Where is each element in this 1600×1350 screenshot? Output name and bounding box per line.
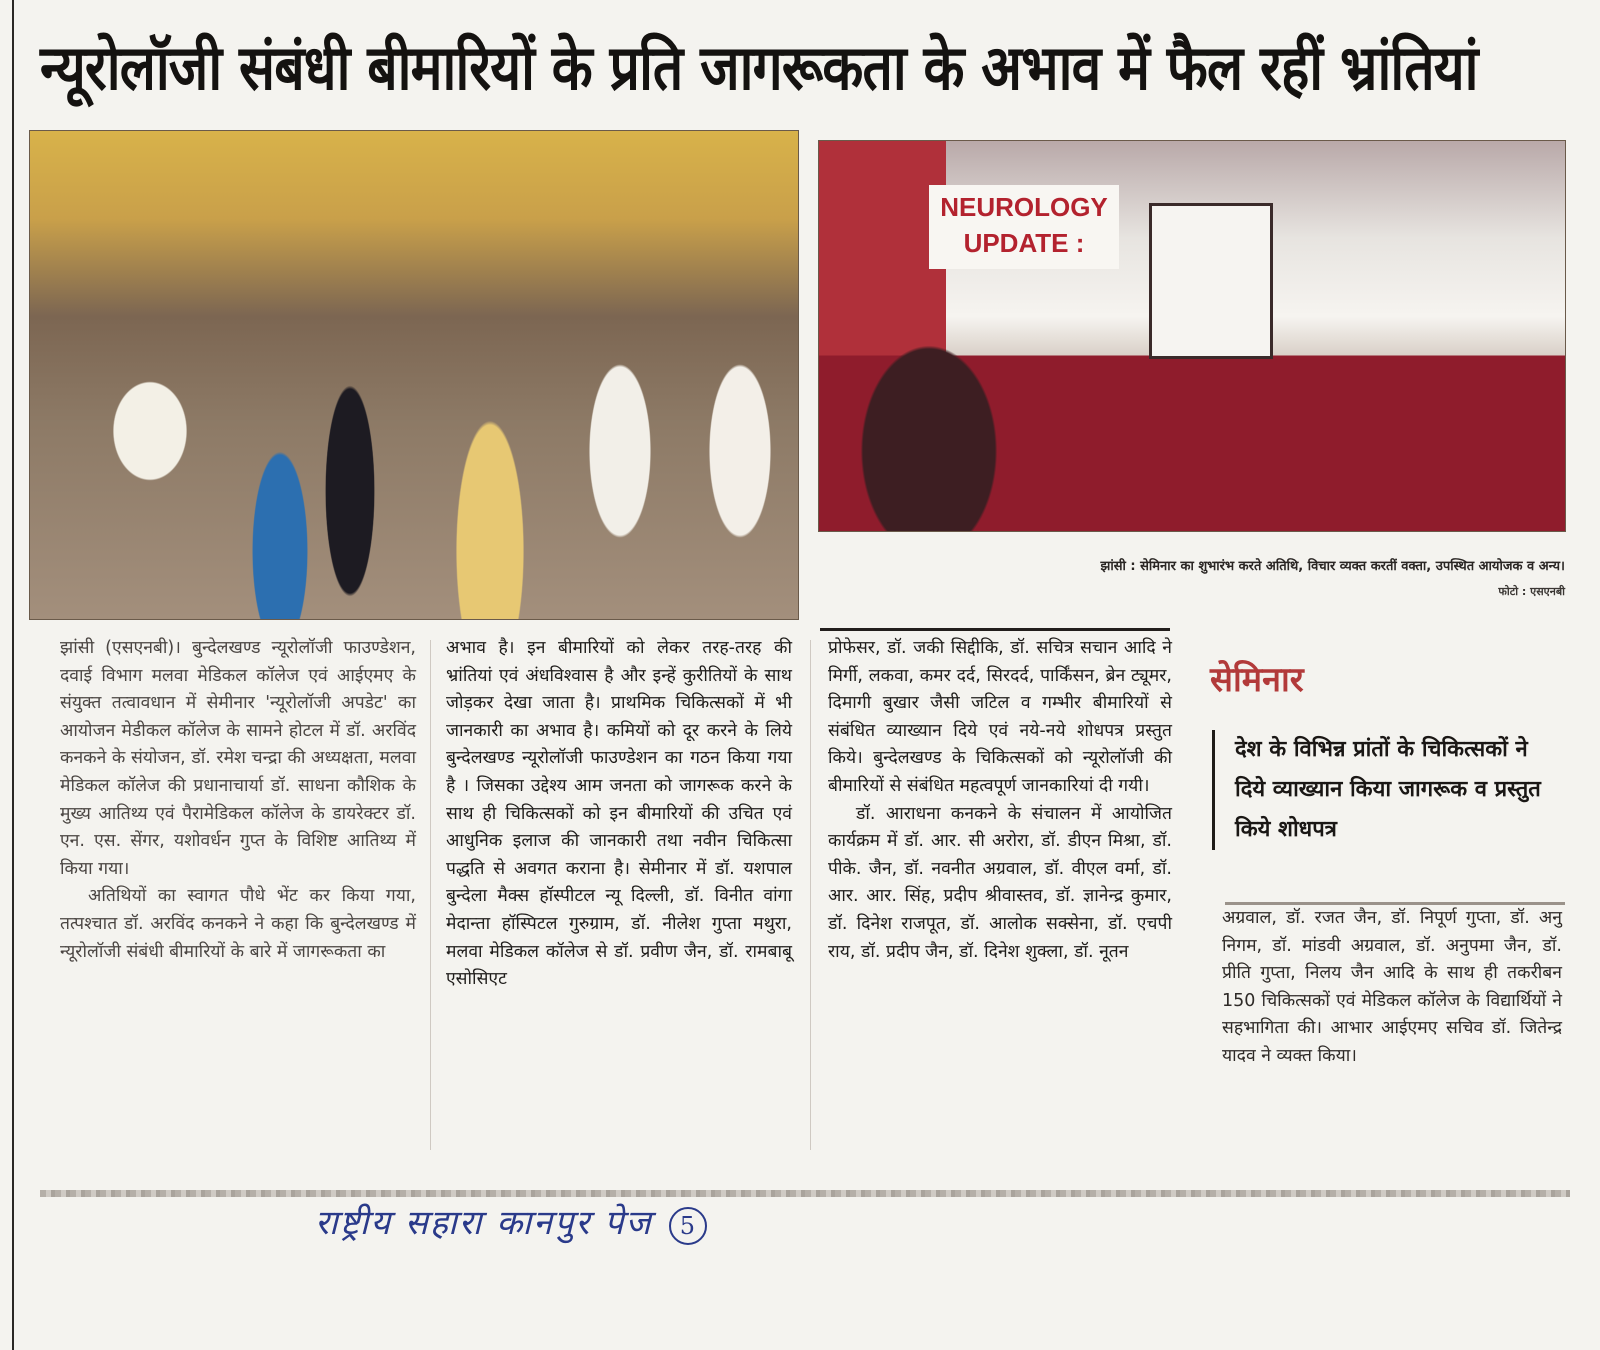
photo-credit: फोटो : एसएनबी — [1498, 585, 1565, 598]
headline: न्यूरोलॉजी संबंधी बीमारियों के प्रति जागरूकता के अभाव में फैल रहीं भ्रांतियां — [40, 31, 1478, 104]
paragraph: अतिथियों का स्वागत पौधे भेंट कर किया गया, तत्पश्चात डॉ. अरविंद कनकने ने कहा कि बुन्देलखण्ड में न्यूरोलॉजी संबंधी बीमारियों के बारे में जागरूकता का — [60, 886, 416, 962]
column-divider — [430, 640, 431, 1150]
neurology-update-banner — [929, 185, 1119, 269]
paragraph: झांसी (एसएनबी)। बुन्देलखण्ड न्यूरोलॉजी फाउण्डेशन, दवाई विभाग मलवा मेडिकल कॉलेज एवं आईएमए के संयुक्त तत्वावधान में सेमीनार 'न्यूरोलॉजी अपडेट' का आयोजन मेडीकल कॉलेज के सामने होटल में डॉ. अरविंद कनकने के संयोजन, डॉ. रमेश चन्द्रा की अध्यक्षता, मलवा मेडिकल कॉलेज की प्रधानाचार्या डॉ. साधना कौशिक के मुख्य आतिथ्य एवं पैरामेडिकल कॉलेज के डायरेक्टर डॉ. एन. एस. सेंगर, यशोवर्धन गुप्त के विशिष्ट आतिथ्य में किया गया। — [60, 638, 416, 879]
article-column-1 — [60, 635, 416, 966]
handwritten-text: राष्ट्रीय सहारा कानपुर पेज — [315, 1203, 653, 1243]
photo-ceremony — [29, 130, 799, 620]
page-bottom-rule — [40, 1190, 1570, 1197]
page-edge — [12, 0, 14, 1350]
article-column-3 — [828, 635, 1172, 966]
sidebar-pullquote: देश के विभिन्न प्रांतों के चिकित्सकों ने दिये व्याख्यान किया जागरूक व प्रस्तुत किये शोधपत्र — [1212, 730, 1565, 850]
sidebar-title: सेमिनार — [1210, 660, 1304, 700]
photo-caption: झांसी : सेमिनार का शुभारंभ करते अतिथि, विचार व्यक्त करतीं वक्ता, उपस्थित आयोजक व अन्य। — [1100, 559, 1565, 574]
banner-line-1: NEUROLOGY — [940, 192, 1108, 222]
circled-page-number: 5 — [669, 1207, 707, 1245]
photo-seminar — [818, 140, 1566, 532]
banner-line-2: UPDATE : — [963, 228, 1085, 258]
paragraph: प्रोफेसर, डॉ. जकी सिद्दीकि, डॉ. सचित्र सचान आदि ने मिर्गी, लकवा, कमर दर्द, सिरदर्द, पार्किंसन, ब्रेन ट्यूमर, दिमागी बुखार जैसी जटिल व गम्भीर बीमारियों से संबंधित व्याख्यान दिये एवं नये-नये शोधपत्र प्रस्तुत किये। बुन्देलखण्ड के चिकित्सकों को न्यूरोलॉजी की बीमारियों से संबंधित महत्वपूर्ण जानकारियां दी गयी। — [828, 638, 1172, 796]
paragraph: अभाव है। इन बीमारियों को लेकर तरह-तरह की भ्रांतियां एवं अंधविश्वास है और इन्हें कुरीतियों के साथ जोड़कर देखा जाता है। प्राथमिक चिकित्सकों में भी जानकारी का अभाव है। कमियों को दूर करने के लिये बुन्देलखण्ड न्यूरोलॉजी फाउण्डेशन का गठन किया गया है । जिसका उद्देश्य आम जनता को जागरूक करने के साथ ही चिकित्सकों को इन बीमारियों की उचित एवं आधुनिक इलाज की जानकारी तथा नवीन चिकित्सा पद्धति से अवगत कराना है। सेमीनार में डॉ. यशपाल बुन्देला मैक्स हॉस्पीटल न्यू दिल्ली, डॉ. विनीत वांगा मेदान्ता हॉस्पिटल गुरुग्राम, डॉ. नीलेश गुप्ता मथुरा, मलवा मेडिकल कॉलेज से डॉ. प्रवीण जैन, डॉ. रामबाबू एसोसिएट — [446, 638, 792, 990]
article-column-4 — [1222, 905, 1562, 1071]
article-column-2 — [446, 635, 792, 994]
column-top-rule — [820, 628, 1170, 631]
handwritten-source-note — [315, 1198, 707, 1245]
paragraph: डॉ. आराधना कनकने के संचालन में आयोजित कार्यक्रम में डॉ. आर. सी अरोरा, डॉ. डीएन मिश्रा, डॉ. पीके. जैन, डॉ. नवनीत अग्रवाल, डॉ. वीएल वर्मा, डॉ. आर. आर. सिंह, प्रदीप श्रीवास्तव, डॉ. ज्ञानेन्द्र कुमार, डॉ. दिनेश राजपूत, डॉ. आलोक सक्सेना, डॉ. एचपी राय, डॉ. प्रदीप जैन, डॉ. दिनेश शुक्ला, डॉ. नूतन — [828, 803, 1172, 962]
paragraph: अग्रवाल, डॉ. रजत जैन, डॉ. निपूर्ण गुप्ता, डॉ. अनु निगम, डॉ. मांडवी अग्रवाल, डॉ. अनुपमा जैन, डॉ. प्रीति गुप्ता, निलय जैन आदि के साथ ही तकरीबन 150 चिकित्सकों एवं मेडिकल कॉलेज के विद्यार्थियों ने सहभागिता की। आभार आईएमए सचिव डॉ. जितेन्द्र यादव ने व्यक्त किया। — [1222, 908, 1562, 1066]
column-divider — [810, 640, 811, 1150]
projector-screen — [1149, 203, 1273, 359]
